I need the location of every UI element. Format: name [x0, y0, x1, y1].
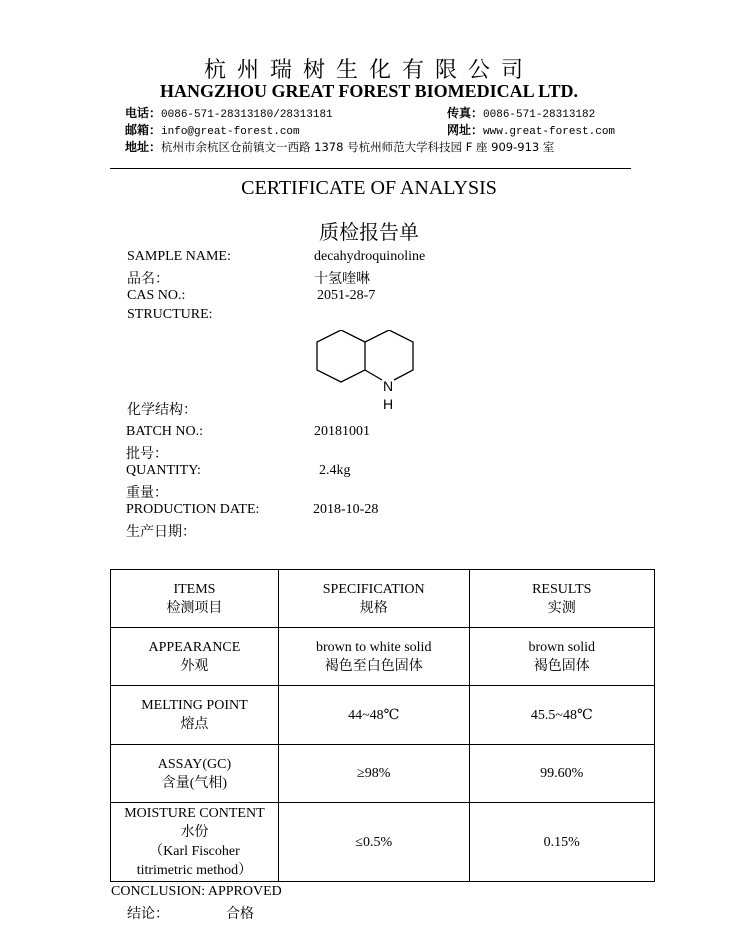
spec-value: ≥98%	[357, 766, 391, 781]
header-results-cn: 实测	[547, 600, 576, 616]
web-value: www.great-forest.com	[483, 126, 616, 138]
conclusion-label: CONCLUSION: APPROVED	[111, 884, 282, 899]
result-value: 45.5~48℃	[530, 707, 593, 723]
item-en: MOISTURE CONTENT	[124, 806, 265, 821]
header-divider	[110, 168, 631, 169]
result-cell	[469, 628, 654, 686]
web-label: 网址：	[447, 123, 484, 137]
company-name-en: HANGZHOU GREAT FOREST BIOMEDICAL LTD.	[160, 81, 578, 101]
product-cn-label: 品名：	[127, 272, 169, 287]
item-method-2: titrimetric method）	[136, 863, 253, 878]
header-spec-en: SPECIFICATION	[322, 581, 425, 597]
structure-label: STRUCTURE:	[127, 307, 213, 322]
table-header-row	[111, 570, 655, 628]
structure-hydrogen-label: H	[382, 396, 394, 412]
quantity-value: 2.4kg	[319, 463, 351, 478]
production-date-cn-label: 生产日期：	[126, 525, 196, 540]
item-cell	[111, 686, 279, 745]
item-cell	[111, 745, 279, 803]
structure-nitrogen-label: N	[382, 378, 394, 394]
structure-cn-label: 化学结构：	[127, 403, 197, 418]
item-cn: 含量(气相)	[161, 775, 228, 791]
spec-value: 44~48℃	[348, 707, 400, 723]
fax-line	[447, 104, 595, 121]
result-value: 0.15%	[543, 834, 580, 850]
result-value: 99.60%	[540, 766, 584, 781]
spec-cn: 褐色至白色固体	[324, 658, 423, 674]
quantity-cn-label: 重量：	[126, 486, 168, 501]
item-en: ASSAY(GC)	[157, 756, 232, 772]
address-value: 杭州市余杭区仓前镇文一西路 1378 号杭州师范大学科技园 F 座 909-913 室	[161, 140, 555, 154]
header-items-en: ITEMS	[173, 581, 216, 597]
item-method: （Karl Fiscoher	[149, 844, 240, 859]
batch-label: BATCH NO.:	[126, 424, 204, 439]
item-en: MELTING POINT	[141, 698, 248, 713]
chemical-structure-diagram	[310, 330, 420, 416]
item-cell	[111, 628, 279, 686]
header-items-cn: 检测项目	[166, 600, 223, 616]
header-cell-items	[111, 570, 279, 628]
item-en: APPEARANCE	[148, 639, 241, 655]
product-cn-value: 十氢喹啉	[314, 272, 370, 287]
result-en: brown solid	[528, 639, 596, 655]
spec-cell	[278, 686, 469, 745]
tel-value: 0086-571-28313180/28313181	[161, 109, 333, 121]
sample-name-value: decahydroquinoline	[314, 249, 426, 264]
email-value: info@great-forest.com	[161, 126, 300, 138]
spec-value: ≤0.5%	[355, 834, 393, 850]
result-cell	[469, 745, 654, 803]
email-label: 邮箱：	[125, 123, 162, 137]
fax-label: 传真：	[447, 106, 484, 120]
email-line	[125, 121, 300, 138]
production-date-value: 2018-10-28	[313, 502, 379, 517]
header-spec-cn: 规格	[359, 600, 388, 616]
cas-value: 2051-28-7	[317, 288, 376, 303]
item-cn: 外观	[180, 658, 209, 674]
fax-value: 0086-571-28313182	[483, 109, 596, 121]
table-row	[111, 628, 655, 686]
tel-line	[125, 104, 333, 121]
production-date-label: PRODUCTION DATE:	[126, 502, 260, 517]
header-cell-specification	[278, 570, 469, 628]
cas-label: CAS NO.:	[127, 288, 186, 303]
item-cell	[111, 803, 279, 882]
address-line	[125, 138, 554, 155]
header-cell-results	[469, 570, 654, 628]
spec-en: brown to white solid	[315, 639, 432, 655]
company-name-cn: 杭州瑞树生化有限公司	[203, 57, 534, 82]
table-row	[111, 745, 655, 803]
quantity-label: QUANTITY:	[126, 463, 201, 478]
tel-label: 电话：	[125, 106, 162, 120]
batch-cn-label: 批号：	[126, 447, 168, 462]
header-results-en: RESULTS	[532, 581, 592, 597]
result-cell	[469, 686, 654, 745]
spec-cell	[278, 803, 469, 882]
spec-cell	[278, 628, 469, 686]
table-row	[111, 803, 655, 882]
spec-cell	[278, 745, 469, 803]
item-cn: 熔点	[180, 717, 209, 732]
batch-value: 20181001	[314, 424, 370, 439]
result-cn: 褐色固体	[533, 658, 590, 674]
certificate-title-cn: 质检报告单	[319, 222, 419, 244]
conclusion-cn-value: 合格	[226, 907, 254, 922]
web-line	[447, 121, 615, 138]
address-label: 地址：	[125, 140, 162, 154]
item-cn: 水份	[180, 825, 209, 840]
certificate-title: CERTIFICATE OF ANALYSIS	[241, 177, 497, 199]
table-row	[111, 686, 655, 745]
sample-name-label: SAMPLE NAME:	[127, 249, 231, 264]
result-cell	[469, 803, 654, 882]
results-table	[110, 569, 655, 882]
conclusion-cn-label: 结论：	[127, 907, 169, 922]
